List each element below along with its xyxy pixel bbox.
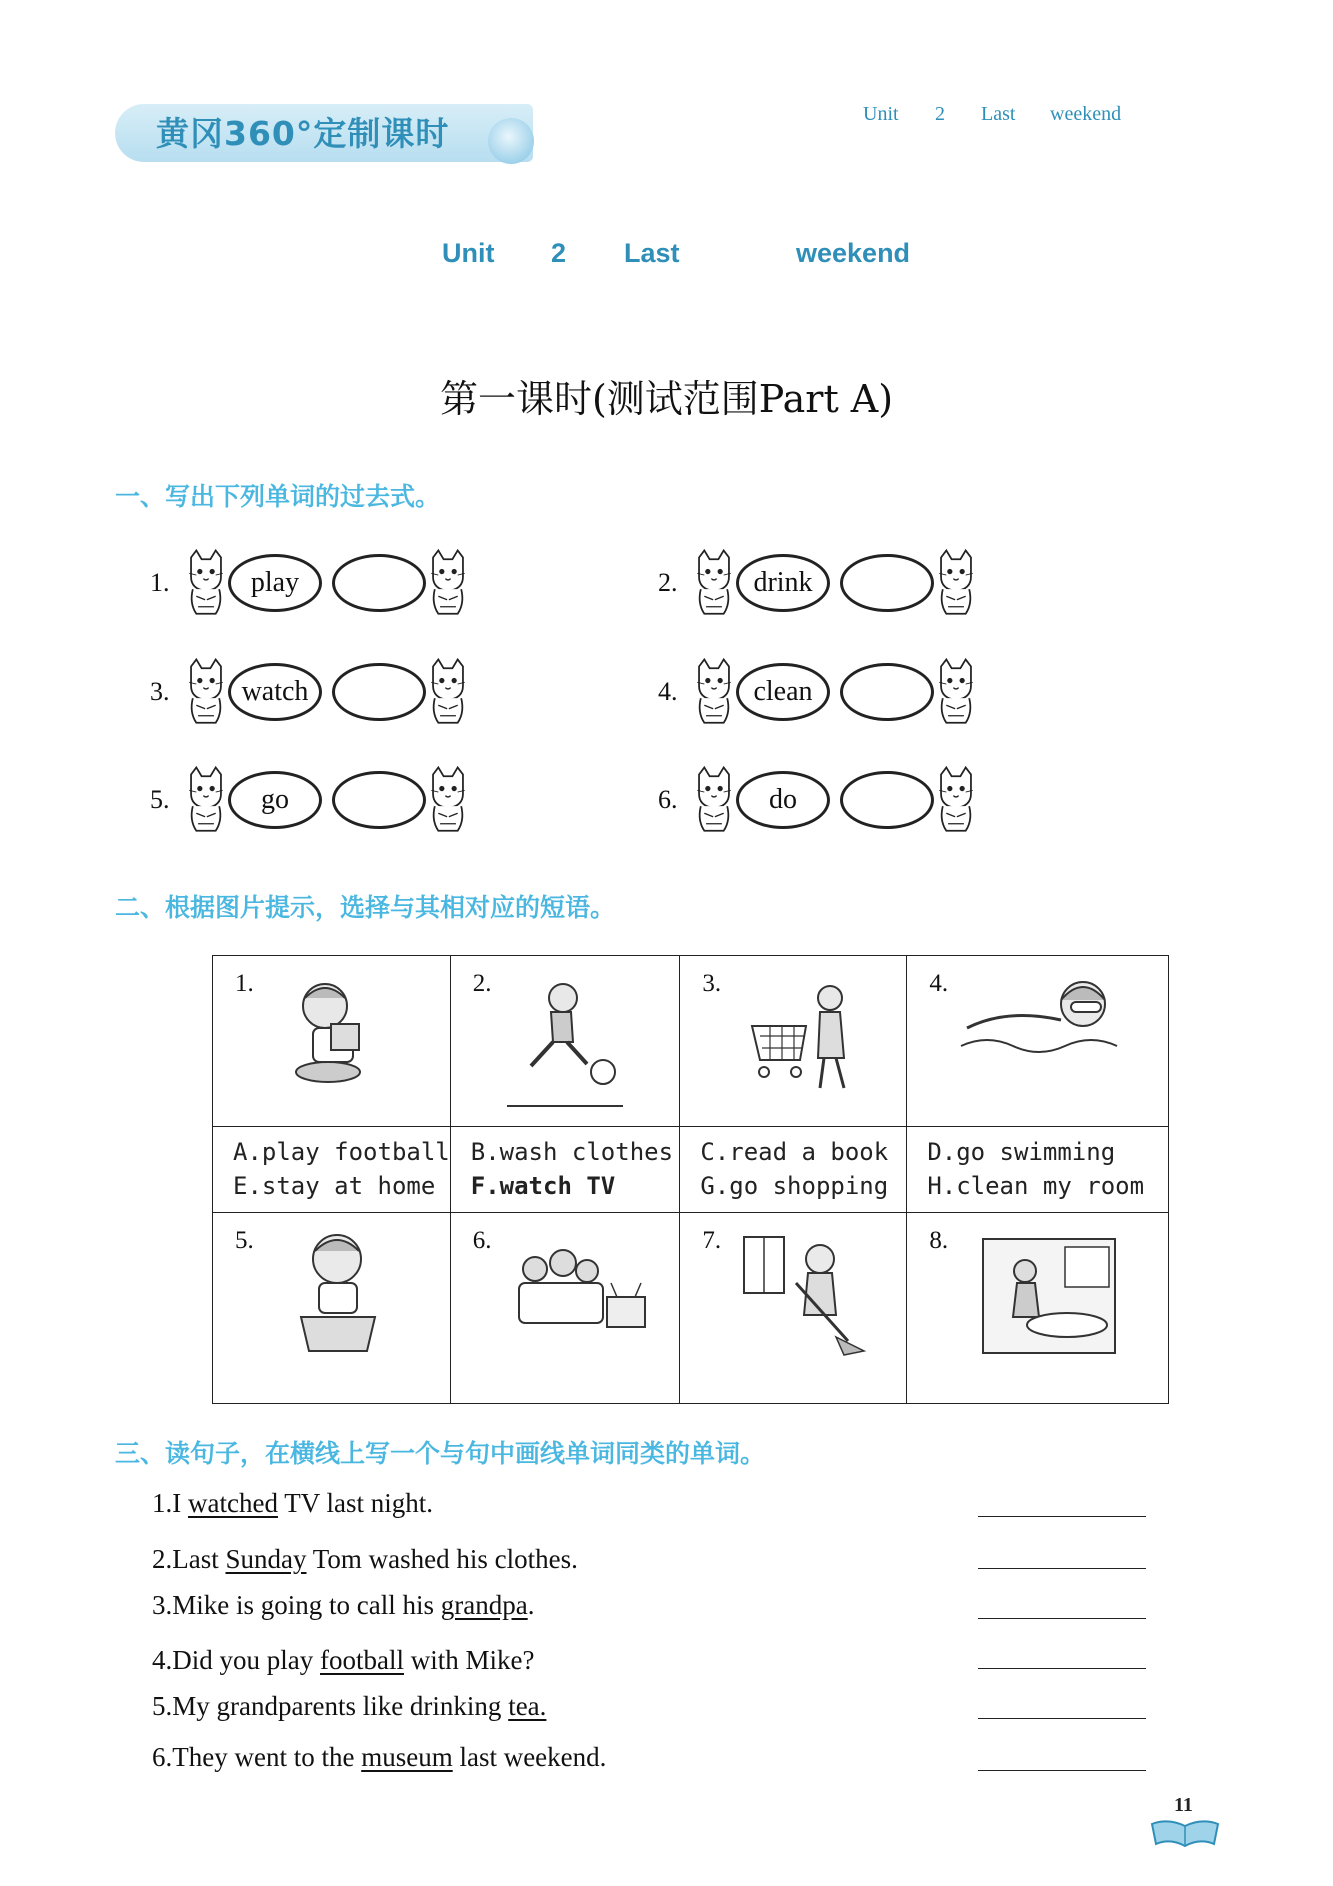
cat-icon — [184, 548, 228, 618]
answer-oval[interactable] — [332, 771, 426, 829]
item-number: 5. — [150, 785, 170, 814]
family-watching-tv-picture — [511, 1239, 651, 1349]
word-oval: go — [228, 771, 322, 829]
cat-icon — [184, 765, 228, 835]
cat-icon — [426, 657, 470, 727]
answer-blank-6[interactable] — [978, 1768, 1146, 1771]
cat-icon — [934, 657, 978, 727]
options-cell-3 — [680, 1127, 907, 1213]
picture-cell-3 — [680, 956, 907, 1127]
girl-cleaning-room-picture — [981, 1237, 1117, 1355]
page-number: 11 — [1174, 1794, 1193, 1816]
word-item-4 — [658, 657, 978, 727]
boy-washing-picture — [293, 1227, 383, 1367]
cell-number: 7. — [702, 1227, 722, 1254]
cat-icon — [934, 765, 978, 835]
answer-blank-5[interactable] — [978, 1716, 1146, 1719]
option-b: B.wash clothes — [470, 1138, 674, 1166]
girl-shopping-picture — [748, 978, 868, 1093]
option-g: G.go shopping — [700, 1172, 889, 1200]
sentence-5: 5.My grandparents like drinking tea. — [152, 1691, 547, 1721]
picture-cell-7 — [680, 1213, 907, 1404]
word-oval: play — [228, 554, 322, 612]
sentence-4: 4.Did you play football with Mike? — [152, 1645, 535, 1675]
picture-cell-4 — [907, 956, 1169, 1127]
banner-ball-decoration — [488, 118, 534, 164]
cat-icon — [934, 548, 978, 618]
section1-heading: 一、写出下列单词的过去式。 — [115, 482, 441, 511]
title-unit: Unit — [442, 238, 495, 268]
word-oval: watch — [228, 663, 322, 721]
item-number: 2. — [658, 568, 678, 597]
picture-cell-5 — [213, 1213, 451, 1404]
options-cell-2 — [450, 1127, 680, 1213]
option-c: C.read a book — [700, 1138, 889, 1166]
title-unit-number: 2 — [551, 238, 567, 268]
answer-blank-4[interactable] — [978, 1666, 1146, 1669]
word-oval: do — [736, 771, 830, 829]
answer-oval[interactable] — [332, 663, 426, 721]
header-unit: Unit — [863, 103, 899, 125]
boy-football-picture — [501, 976, 631, 1111]
title-weekend: weekend — [796, 238, 911, 268]
option-h: H.clean my room — [927, 1172, 1145, 1200]
cell-number: 8. — [929, 1227, 949, 1254]
cat-icon — [692, 765, 736, 835]
item-number: 3. — [150, 677, 170, 706]
word-item-3 — [150, 657, 470, 727]
girl-swimming-picture — [957, 968, 1127, 1068]
sentence-3: 3.Mike is going to call his grandpa. — [152, 1590, 535, 1620]
sentence-1: 1.I watched TV last night. — [152, 1488, 433, 1518]
answer-blank-3[interactable] — [978, 1616, 1146, 1619]
girl-sweeping-picture — [740, 1233, 870, 1358]
header-unit-number: 2 — [935, 103, 945, 125]
answer-blank-1[interactable] — [978, 1514, 1146, 1517]
lesson-subtitle: 第一课时(测试范围Part A) — [439, 377, 894, 421]
cell-number: 1. — [235, 970, 254, 997]
answer-blank-2[interactable] — [978, 1566, 1146, 1569]
word-item-2 — [658, 548, 978, 618]
title-last: Last — [624, 238, 680, 268]
picture-match-table — [212, 955, 1169, 1404]
sentence-2: 2.Last Sunday Tom washed his clothes. — [152, 1544, 578, 1574]
options-cell-1 — [213, 1127, 451, 1213]
cat-icon — [692, 657, 736, 727]
option-d: D.go swimming — [927, 1138, 1116, 1166]
option-a: A.play football — [233, 1138, 450, 1166]
word-item-5 — [150, 765, 470, 835]
brand-title: 黄冈360°定制课时 — [156, 114, 450, 153]
cat-icon — [426, 765, 470, 835]
word-item-6 — [658, 765, 978, 835]
sentence-6: 6.They went to the museum last weekend. — [152, 1742, 607, 1772]
word-item-1 — [150, 548, 470, 618]
open-book-icon — [1148, 1816, 1222, 1848]
cat-icon — [426, 548, 470, 618]
item-number: 4. — [658, 677, 678, 706]
section2-heading: 二、根据图片提示，选择与其相对应的短语。 — [115, 893, 616, 922]
item-number: 6. — [658, 785, 678, 814]
cat-icon — [692, 548, 736, 618]
option-f: F.watch TV — [470, 1172, 616, 1200]
section3-heading: 三、读句子，在横线上写一个与句中画线单词同类的单词。 — [115, 1439, 766, 1468]
answer-oval[interactable] — [840, 663, 934, 721]
answer-oval[interactable] — [332, 554, 426, 612]
picture-cell-2 — [450, 956, 680, 1127]
word-oval: clean — [736, 663, 830, 721]
cell-number: 5. — [235, 1227, 254, 1254]
header-weekend: weekend — [1050, 103, 1122, 125]
option-e: E.stay at home — [233, 1172, 436, 1200]
item-number: 1. — [150, 568, 170, 597]
cell-number: 4. — [929, 970, 949, 997]
picture-cell-1 — [213, 956, 451, 1127]
picture-cell-8 — [907, 1213, 1169, 1404]
cell-number: 6. — [472, 1227, 492, 1254]
answer-oval[interactable] — [840, 771, 934, 829]
header-last: Last — [981, 103, 1016, 125]
word-oval: drink — [736, 554, 830, 612]
picture-cell-6 — [450, 1213, 680, 1404]
boy-reading-picture — [283, 976, 373, 1086]
cat-icon — [184, 657, 228, 727]
answer-oval[interactable] — [840, 554, 934, 612]
cell-number: 2. — [472, 970, 492, 997]
cell-number: 3. — [702, 970, 722, 997]
options-cell-4 — [907, 1127, 1169, 1213]
